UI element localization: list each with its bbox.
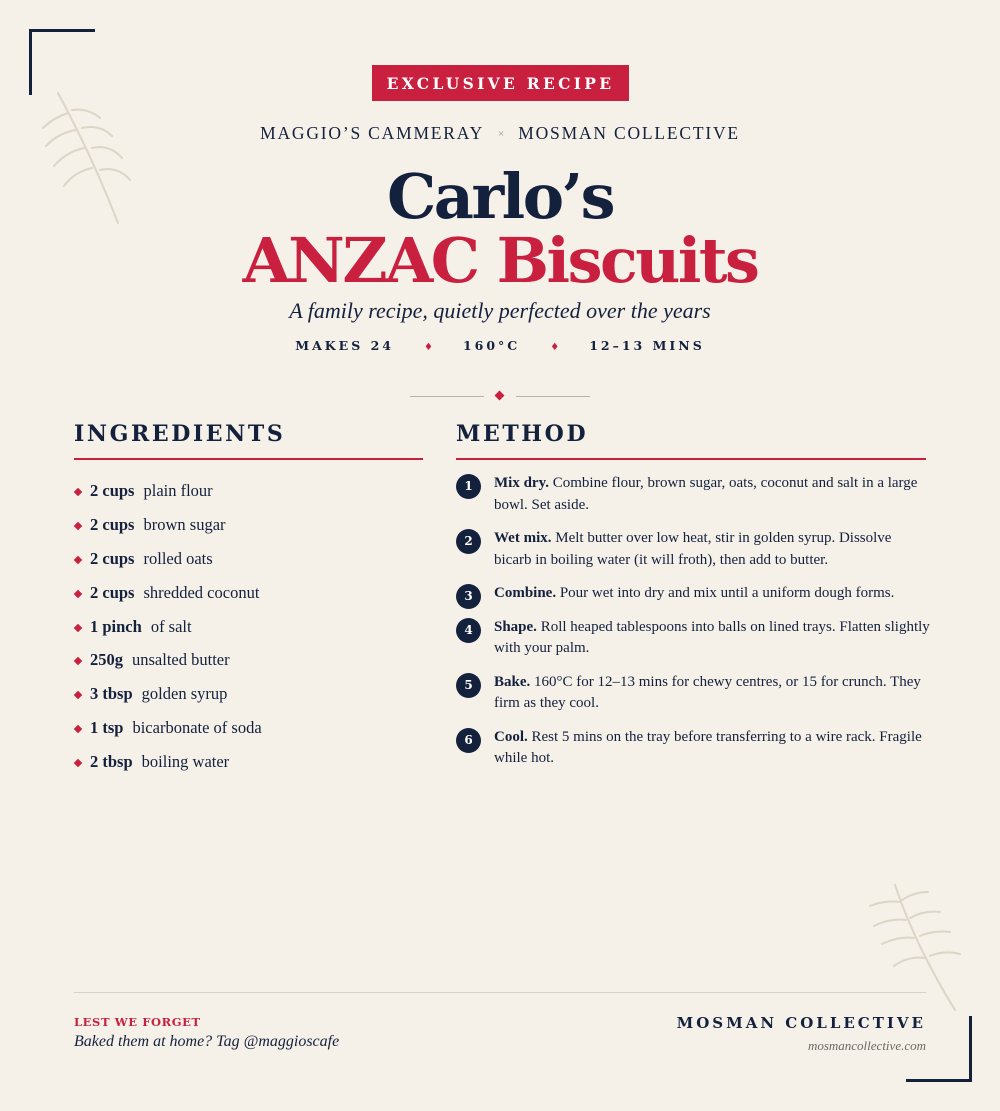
ingredient-item	[74, 711, 424, 745]
footer-brand: MOSMAN COLLECTIVE	[676, 1014, 926, 1032]
collab-left: MAGGIO’S CAMMERAY	[260, 123, 485, 143]
meta-separator: ♦	[423, 342, 433, 353]
ingredient-name: unsalted butter	[132, 650, 230, 670]
ingredient-quantity: 3 tbsp	[90, 684, 133, 704]
step-text: Melt butter over low heat, stir in golden syrup. Dissolve bicarb in boiling water (it will froth), then add to butter.	[494, 530, 892, 568]
ingredient-item	[74, 643, 424, 677]
divider-line	[410, 396, 484, 397]
ingredient-quantity: 2 cups	[90, 582, 135, 602]
ingredients-rule	[74, 458, 423, 460]
method-step	[456, 617, 931, 660]
step-number-badge: 5	[456, 673, 481, 698]
ingredient-quantity: 1 pinch	[90, 616, 142, 636]
ingredient-item	[74, 610, 424, 644]
footer-rule	[74, 992, 926, 993]
diamond-bullet-icon	[74, 759, 82, 767]
footer-website[interactable]: mosmancollective.com	[807, 1038, 926, 1053]
method-step	[456, 583, 931, 605]
step-text: 160°C for 12–13 mins for chewy centres, or 15 for crunch. They firm as they cool.	[494, 673, 921, 711]
step-text: Combine flour, brown sugar, oats, coconut and salt in a large bowl. Set aside.	[494, 475, 918, 513]
step-text: Roll heaped tablespoons into balls on lined trays. Flatten slightly with your palm.	[494, 618, 930, 656]
share-prompt: Baked them at home? Tag @maggioscafe	[74, 1033, 340, 1050]
ingredient-quantity: 250g	[90, 650, 123, 670]
ingredient-quantity: 1 tsp	[90, 718, 124, 738]
diamond-bullet-icon	[74, 556, 82, 564]
lest-we-forget: LEST WE FORGET	[74, 1015, 201, 1029]
method-rule	[456, 458, 926, 460]
ingredient-quantity: 2 tbsp	[90, 752, 133, 772]
meta-makes: MAKES 24	[295, 338, 394, 353]
ingredient-quantity: 2 cups	[90, 514, 135, 534]
diamond-bullet-icon	[74, 725, 82, 733]
diamond-bullet-icon	[74, 623, 82, 631]
step-name: Mix dry.	[494, 475, 549, 491]
step-number-badge: 4	[456, 618, 481, 643]
step-text: Rest 5 mins on the tray before transferring to a wire rack. Fragile while hot.	[494, 728, 922, 766]
ingredients-list	[74, 474, 424, 779]
method-step	[456, 727, 931, 770]
method-step	[456, 473, 931, 516]
meta-time: 12–13 MINS	[589, 338, 705, 353]
ingredient-name: plain flour	[143, 481, 213, 500]
ingredient-item	[74, 474, 424, 508]
diamond-bullet-icon	[74, 657, 82, 665]
ingredient-name: shredded coconut	[143, 582, 260, 602]
diamond-bullet-icon	[74, 691, 82, 699]
method-step	[456, 528, 931, 571]
method-heading: METHOD	[456, 421, 589, 447]
diamond-bullet-icon	[74, 488, 82, 496]
step-number-badge: 2	[456, 529, 481, 554]
ingredient-name: golden syrup	[141, 684, 228, 704]
method-step	[456, 672, 931, 715]
ingredient-name: bicarbonate of soda	[132, 718, 262, 738]
meta-separator: ♦	[550, 342, 560, 353]
step-number-badge: 3	[456, 584, 481, 609]
exclusive-recipe-badge: EXCLUSIVE RECIPE	[372, 65, 629, 101]
step-number-badge: 6	[456, 728, 481, 753]
corner-bracket-top-left	[29, 29, 95, 95]
ingredient-name: boiling water	[141, 752, 230, 772]
ingredient-item	[74, 677, 424, 711]
collab-separator: ×	[498, 128, 505, 140]
wheat-sprig-icon	[860, 880, 975, 1015]
recipe-tagline: A family recipe, quietly perfected over the years	[289, 298, 711, 323]
ingredients-heading: INGREDIENTS	[74, 421, 286, 447]
ingredient-name: rolled oats	[143, 548, 213, 568]
recipe-title-line1: Carlo’s	[386, 160, 614, 233]
recipe-title-line2: ANZAC Biscuits	[242, 224, 758, 297]
step-name: Cool.	[494, 728, 528, 745]
ingredient-quantity: 2 cups	[90, 481, 135, 500]
recipe-meta	[0, 338, 1000, 353]
step-number-badge: 1	[456, 474, 481, 499]
collab-right: MOSMAN COLLECTIVE	[518, 123, 740, 143]
ingredient-name: of salt	[150, 616, 192, 636]
step-name: Combine.	[494, 585, 557, 601]
method-list	[456, 473, 931, 770]
ingredient-item	[74, 508, 424, 542]
step-name: Bake.	[494, 673, 531, 690]
ingredient-name: brown sugar	[143, 514, 226, 534]
divider-diamond-icon	[495, 391, 505, 401]
step-name: Shape.	[494, 618, 537, 635]
ingredient-quantity: 2 cups	[90, 548, 135, 568]
meta-temp: 160°C	[462, 338, 521, 353]
step-name: Wet mix.	[494, 530, 552, 546]
diamond-bullet-icon	[74, 522, 82, 530]
ingredient-item	[74, 745, 424, 779]
step-text: Pour wet into dry and mix until a uniform dough forms.	[559, 585, 895, 601]
diamond-bullet-icon	[74, 589, 82, 597]
ingredient-item	[74, 542, 424, 576]
divider-line	[516, 396, 590, 397]
collaboration-line	[0, 123, 1000, 144]
ingredient-item	[74, 576, 424, 610]
